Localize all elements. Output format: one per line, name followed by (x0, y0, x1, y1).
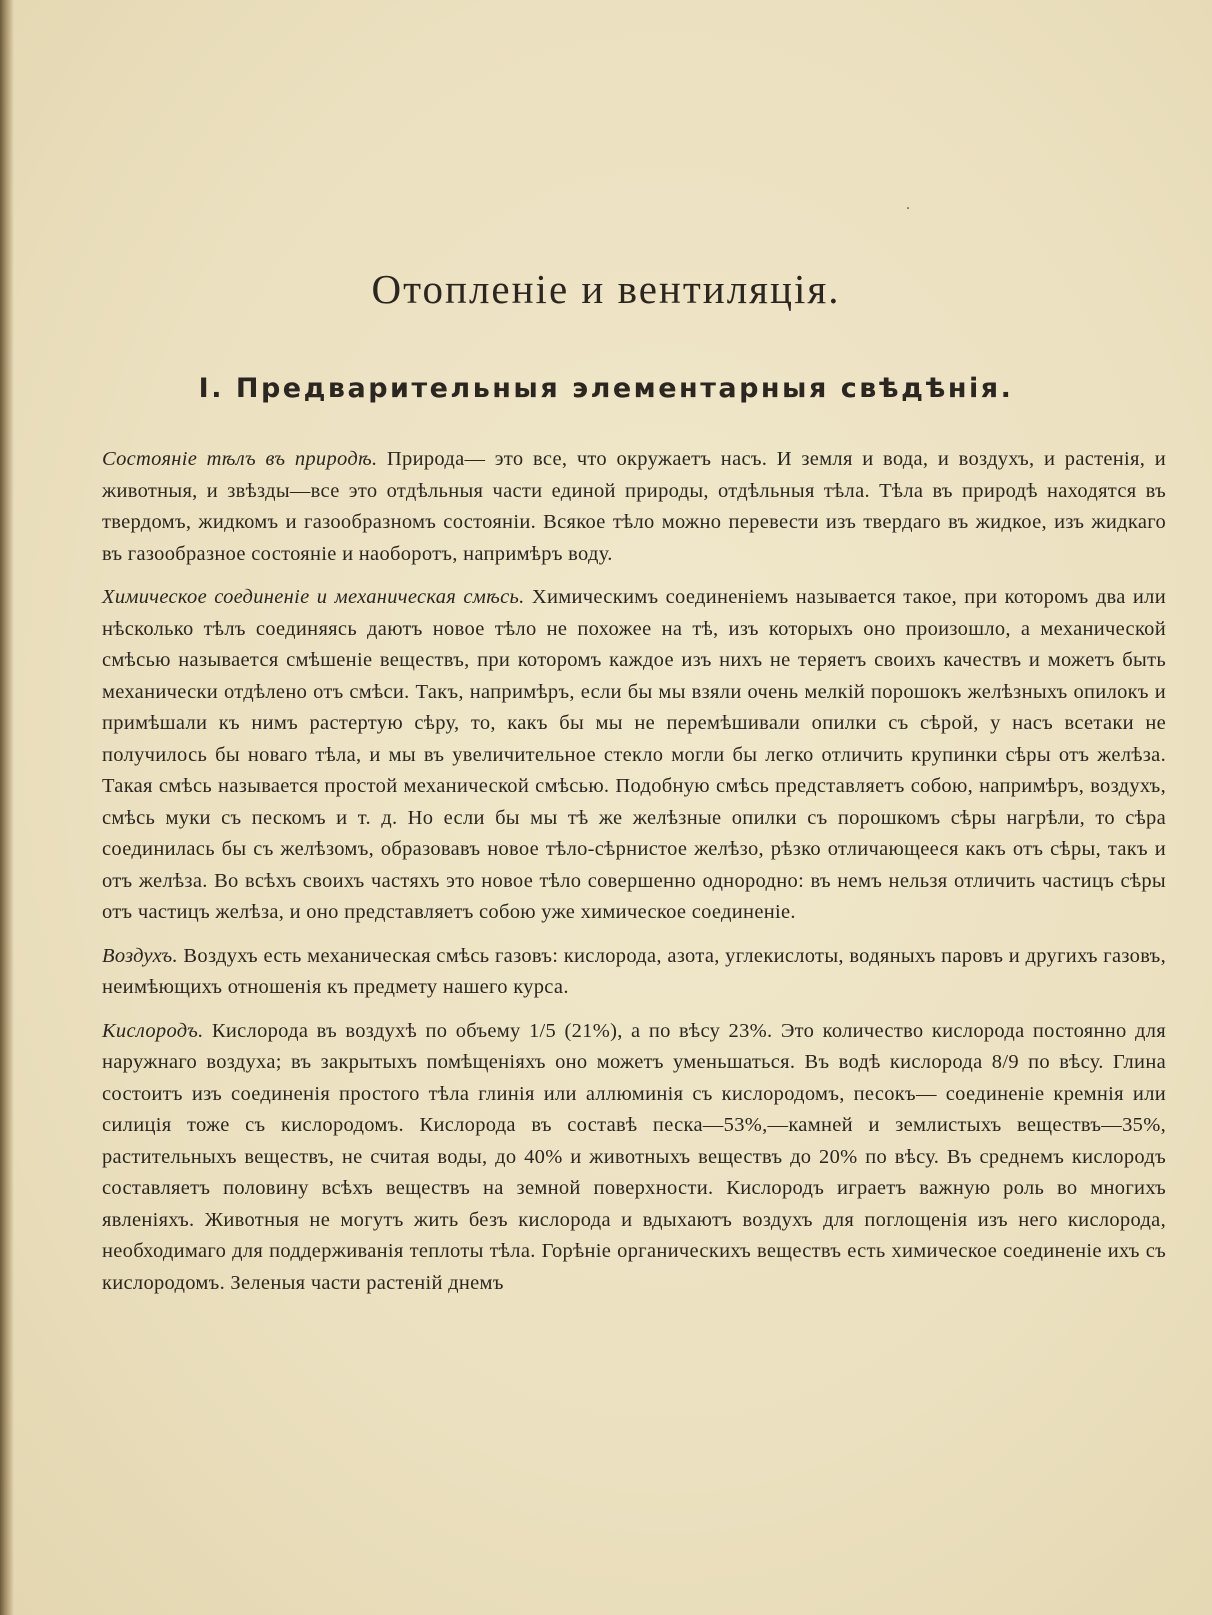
paragraph-air (102, 941, 1166, 1004)
body-text (102, 444, 1166, 1311)
chapter-title: Отопленіе и вентиляція. (371, 266, 841, 312)
paragraph-heading: Кислородъ. (102, 1019, 204, 1042)
paragraph-text: Химическимъ соединеніемъ называется такое, при которомъ два или нѣсколько тѣлъ соединяясь даютъ новое тѣло не похожее на тѣ, изъ которыхъ оно произошло, а механической смѣсью называется смѣшеніе веществъ, при которомъ каждое изъ нихъ не теряетъ своихъ качествъ и можетъ быть механически отдѣлено отъ смѣси. Такъ, напримѣръ, если бы мы взяли очень мелкій порошокъ желѣзныхъ опилокъ и примѣшали къ нимъ растертую сѣру, то, какъ бы мы не перемѣшивали опилки съ сѣрой, у насъ всетаки не получилось бы новаго тѣла, и мы въ увеличительное стекло могли бы легко отличить крупинки сѣры отъ желѣза. Такая смѣсь называется простой механической смѣсью. Подобную смѣсь представляетъ собою, напримѣръ, воздухъ, смѣсь муки съ пескомъ и т. д. Но если бы мы тѣ же желѣзные опилки съ порошкомъ сѣры нагрѣли, то сѣра соединилась бы съ желѣзомъ, образовавъ новое тѣло-сѣрнистое желѣзо, рѣзко отличающееся какъ отъ сѣры, такъ и отъ желѣза. Во всѣхъ своихъ частяхъ это новое тѣло совершенно однородно: въ немъ нельзя отличить частицъ сѣры отъ частицъ желѣза, и оно представляетъ собою уже химическое соединеніе. (102, 586, 1166, 923)
binding-edge (0, 0, 14, 1615)
paragraph-text: Природа— это все, что окружаетъ насъ. И земля и вода, и воздухъ, и растенія, и животныя, и звѣзды—все это отдѣльныя части единой природы, отдѣльныя тѣла. Тѣла въ природѣ находятся въ твердомъ, жидкомъ и газообразномъ состояніи. Всякое тѣло можно перевести изъ твердаго въ жидкое, изъ жидкаго въ газообразное состояніе и наоборотъ, напримѣръ воду. (102, 448, 1166, 565)
paragraph-heading: Воздухъ. (102, 944, 178, 967)
paragraph-text: Кислорода въ воздухѣ по объему 1/5 (21%), а по вѣсу 23%. Это количество кислорода постоянно для наружнаго воздуха; въ закрытыхъ помѣщеніяхъ оно можетъ уменьшаться. Въ водѣ кислорода 8/9 по вѣсу. Глина состоитъ изъ соединенія простого тѣла глинія или аллюминія съ кислородомъ, песокъ— соединеніе кремнія или силиція тоже съ кислородомъ. Кислорода въ составѣ песка—53%,—камней и землистыхъ веществъ—35%, растительныхъ веществъ, не считая воды, до 40% и животныхъ веществъ до 20% по вѣсу. Въ среднемъ кислородъ составляетъ половину всѣхъ веществъ на земной поверхности. Кислородъ играетъ важную роль во многихъ явленіяхъ. Животныя не могутъ жить безъ кислорода и вдыхаютъ воздухъ для поглощенія изъ него кислорода, необходимаго для поддерживанія теплоты тѣла. Горѣніе органическихъ веществъ есть химическое соединеніе ихъ съ кислородомъ. Зеленыя части растеній днемъ (102, 1019, 1166, 1294)
paragraph-chemical-compound (102, 582, 1166, 929)
paragraph-state-of-bodies (102, 444, 1166, 570)
paragraph-heading: Химическое соединеніе и механическая смѣсь. (102, 586, 525, 608)
page-mark: . (906, 196, 910, 213)
paragraph-oxygen (102, 1016, 1166, 1300)
paragraph-heading: Состояніе тѣлъ въ природѣ. (102, 448, 378, 470)
section-title: I. Предварительныя элементарныя свѣдѣнія. (198, 373, 1014, 404)
paragraph-text: Воздухъ есть механическая смѣсь газовъ: кислорода, азота, углекислоты, водяныхъ паровъ и другихъ газовъ, неимѣющихъ отношенія къ предмету нашего курса. (102, 944, 1166, 998)
